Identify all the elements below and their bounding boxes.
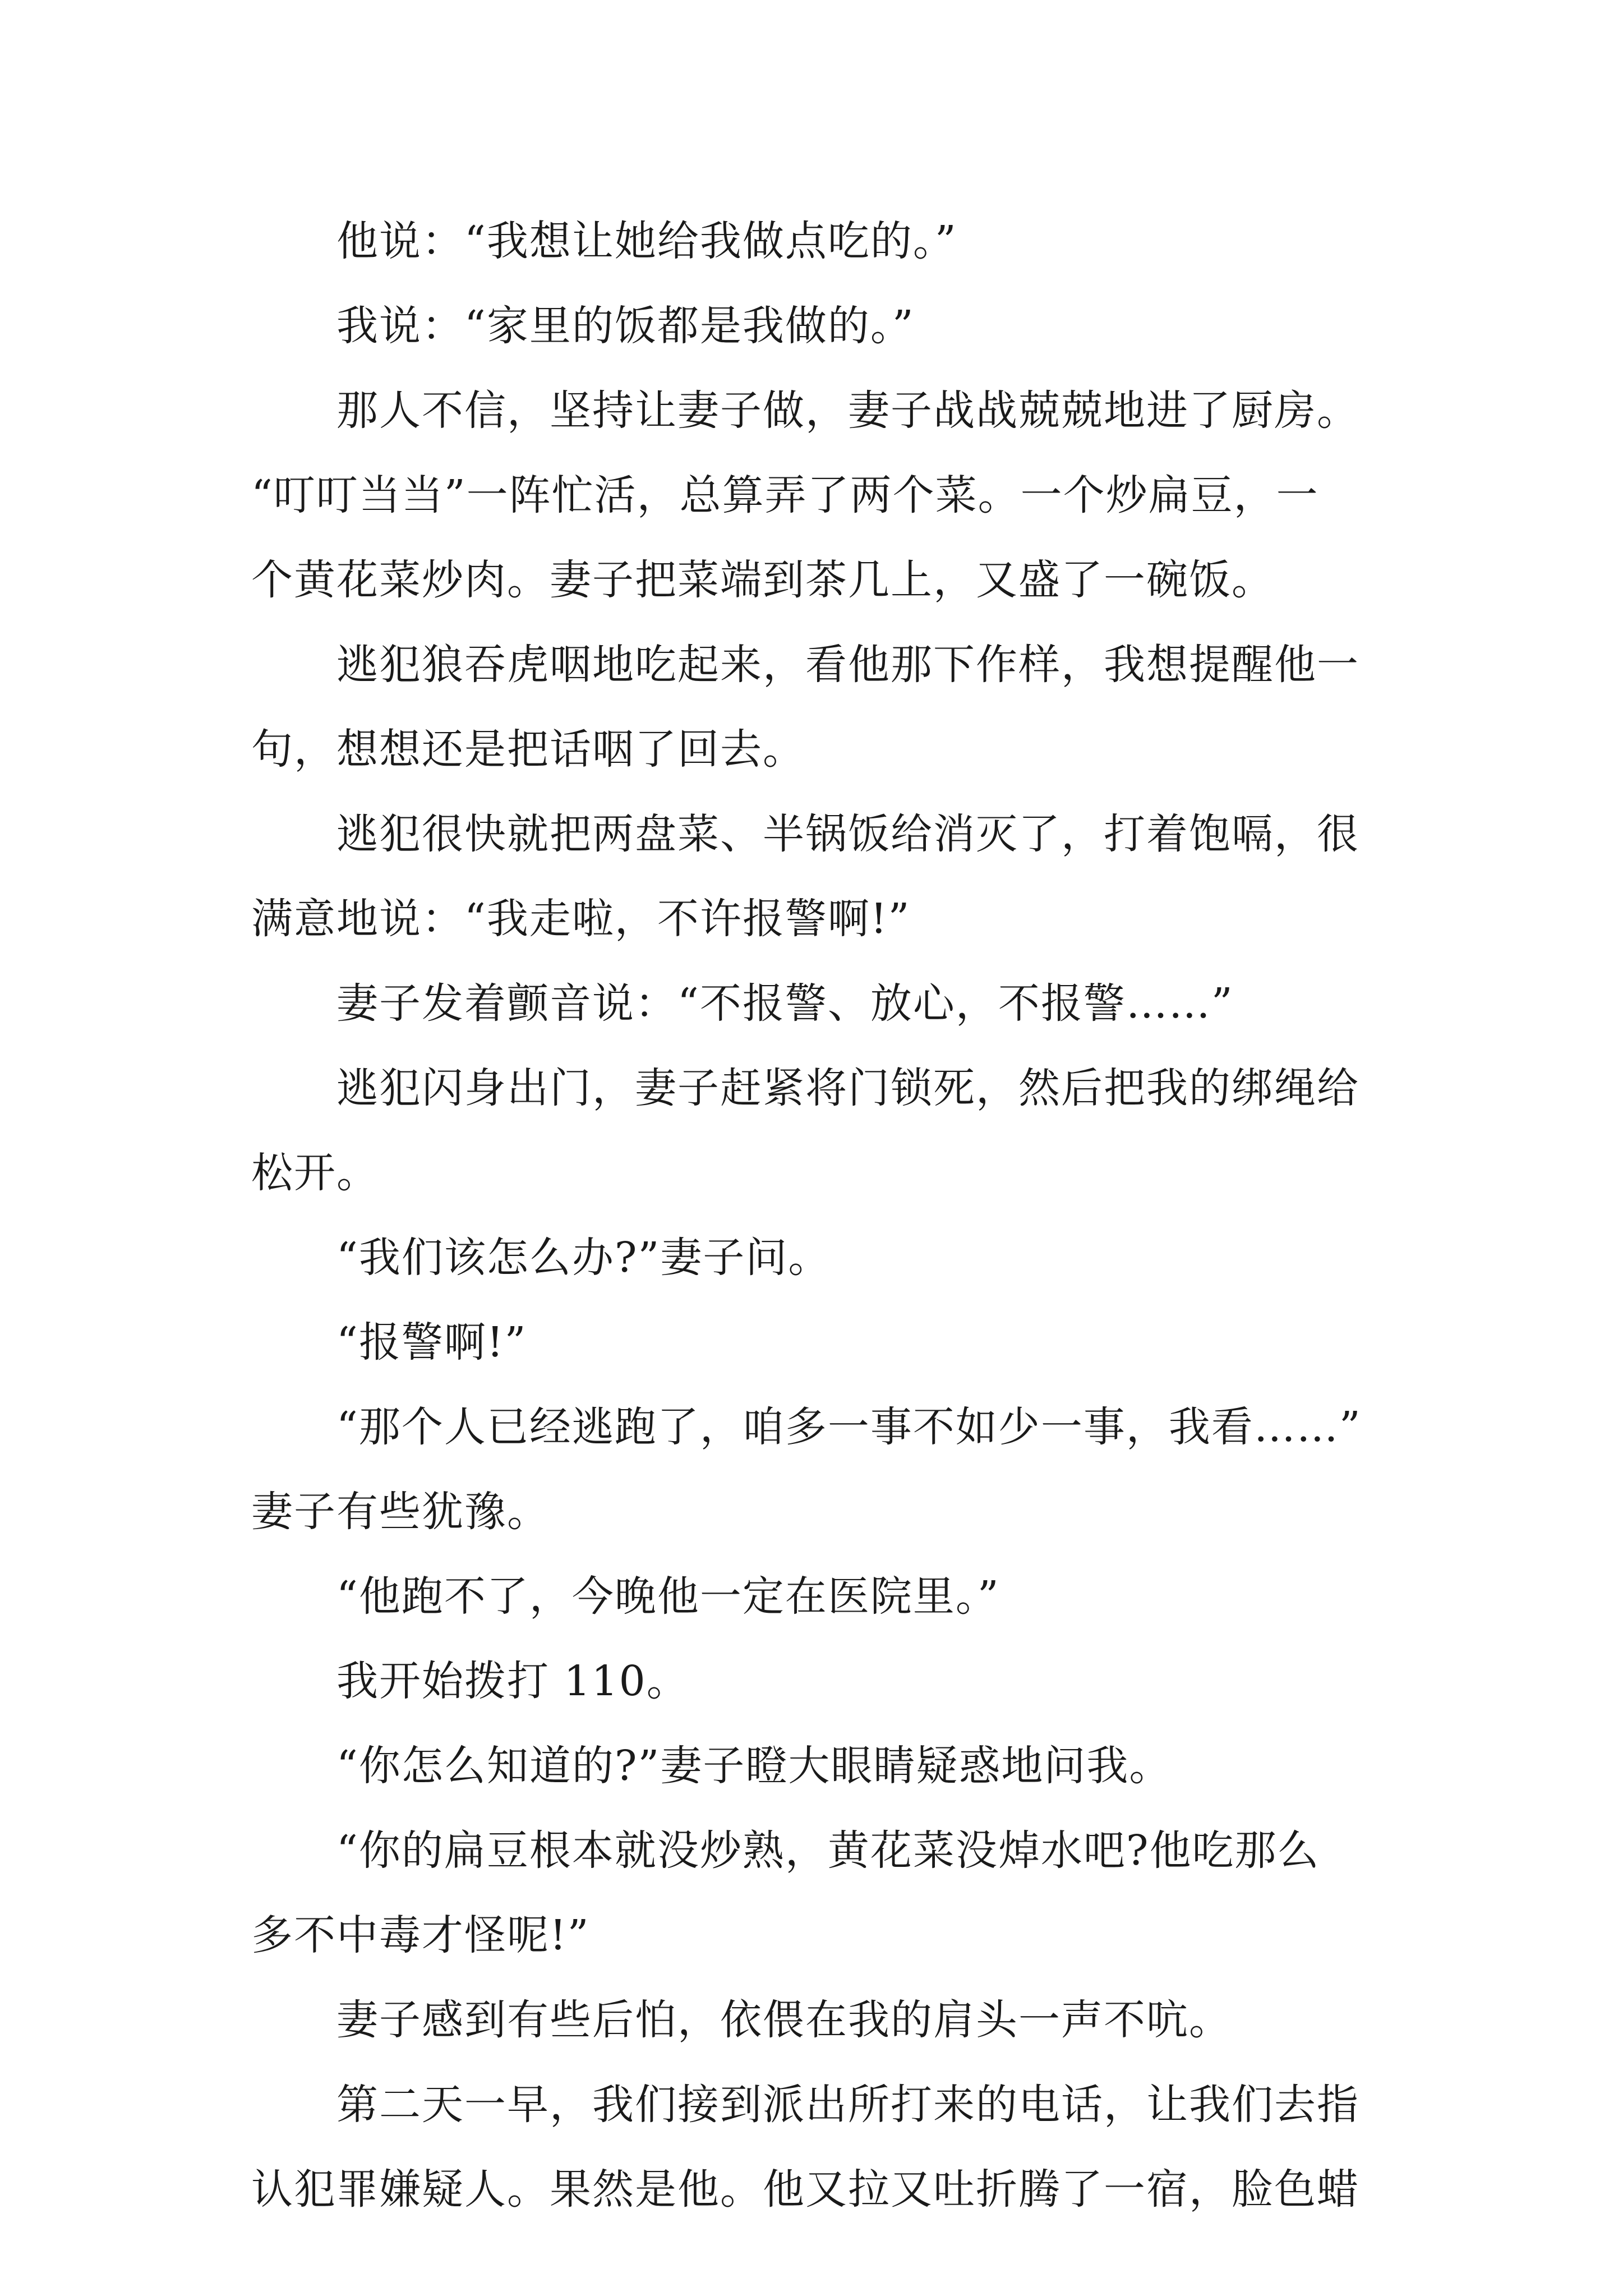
text-line: 我开始拨打 110。	[336, 1657, 689, 1705]
text-line: 逃犯狼吞虎咽地吃起来，看他那下作样，我想提醒他一	[336, 641, 1359, 689]
text-line: 满意地说：“我走啦，不许报警啊!”	[251, 895, 911, 943]
text-line: 妻子感到有些后怕，依偎在我的肩头一声不吭。	[336, 1996, 1232, 2044]
text-line: 认犯罪嫌疑人。果然是他。他又拉又吐折腾了一宿，脸色蜡	[251, 2165, 1359, 2214]
text-line: 我说：“家里的饭都是我做的。”	[336, 302, 915, 350]
text-line: “那个人已经逃跑了，咱多一事不如少一事，我看……”	[336, 1403, 1362, 1451]
text-line: “你怎么知道的?”妻子瞪大眼睛疑惑地问我。	[336, 1742, 1172, 1790]
text-line: “他跑不了，今晚他一定在医院里。”	[336, 1572, 1000, 1621]
text-line: 句，想想还是把话咽了回去。	[251, 725, 805, 774]
text-line: 妻子发着颤音说：“不报警、放心，不报警……”	[336, 979, 1234, 1028]
text-line: “叮叮当当”一阵忙活，总算弄了两个菜。一个炒扁豆，一	[251, 471, 1319, 519]
text-line: 那人不信，坚持让妻子做，妻子战战兢兢地进了厨房。	[336, 386, 1359, 435]
text-line: 个黄花菜炒肉。妻子把菜端到茶几上，又盛了一碗饭。	[251, 556, 1274, 604]
text-line: 逃犯闪身出门，妻子赶紧将门锁死，然后把我的绑绳给	[336, 1064, 1359, 1112]
text-line: “报警啊!”	[336, 1318, 527, 1366]
text-line: 松开。	[251, 1149, 379, 1197]
text-line: “我们该怎么办?”妻子问。	[336, 1234, 831, 1282]
text-line: 他说：“我想让她给我做点吃的。”	[336, 217, 957, 265]
text-line: 多不中毒才怪呢!”	[251, 1911, 590, 1959]
text-line: 妻子有些犹豫。	[251, 1488, 550, 1536]
text-line: “你的扁豆根本就没炒熟，黄花菜没焯水吧?他吃那么	[336, 1826, 1320, 1875]
text-line: 逃犯很快就把两盘菜、半锅饭给消灭了，打着饱嗝，很	[336, 810, 1359, 858]
text-line: 第二天一早，我们接到派出所打来的电话，让我们去指	[336, 2081, 1359, 2129]
